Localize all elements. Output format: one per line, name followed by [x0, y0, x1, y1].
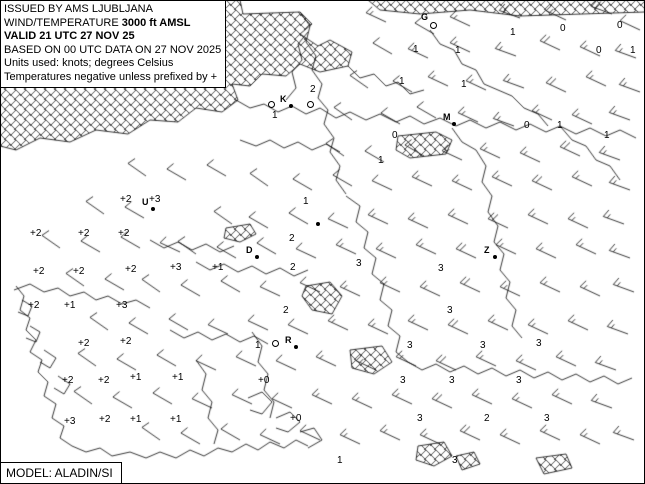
temperature-label: 3: [452, 455, 458, 466]
station-marker: [289, 104, 293, 108]
temperature-label: +2: [120, 194, 132, 205]
temperature-label: 2: [290, 262, 296, 273]
temperature-label: 3: [417, 413, 423, 424]
temperature-label: 1: [337, 455, 343, 466]
temperature-label: +1: [170, 414, 182, 425]
temperature-label: 3: [480, 340, 486, 351]
header-parameter-text: WIND/TEMPERATURE: [4, 16, 122, 29]
station-label: U: [142, 197, 149, 207]
temperature-label: 1: [378, 155, 384, 166]
temperature-label: 1: [303, 196, 309, 207]
temperature-label: 1: [255, 340, 261, 351]
temperature-label: 1: [630, 45, 636, 56]
model-label: MODEL: ALADIN/SI: [0, 462, 122, 484]
temperature-label: +3: [116, 300, 128, 311]
station-label: Z: [484, 245, 490, 255]
header-level: 3000 ft AMSL: [121, 16, 191, 29]
temperature-label: 0: [524, 120, 530, 131]
temperature-label: +2: [125, 264, 137, 275]
header-valid: [4, 30, 221, 44]
temperature-label: +2: [30, 228, 42, 239]
temperature-label: +2: [62, 375, 74, 386]
temperature-label: +3: [149, 194, 161, 205]
header-temp-note: Temperatures negative unless prefixed by +: [4, 70, 218, 83]
station-label: D: [246, 245, 253, 255]
station-marker: [452, 122, 456, 126]
station-marker: [294, 345, 298, 349]
station-marker: [316, 222, 320, 226]
header-based-on: BASED ON 00 UTC DATA ON 27 NOV 2025: [4, 43, 222, 56]
station-marker: [151, 207, 155, 211]
temperature-label: 3: [438, 263, 444, 274]
temperature-label: 3: [447, 305, 453, 316]
temperature-label: 3: [536, 338, 542, 349]
station-label: M: [443, 112, 451, 122]
temperature-label: 2: [283, 305, 289, 316]
temperature-label: +1: [64, 300, 76, 311]
temperature-label: +1: [172, 372, 184, 383]
temperature-label: 1: [510, 27, 516, 38]
temperature-label: 3: [400, 375, 406, 386]
temperature-label: +2: [33, 266, 45, 277]
temperature-label: 1: [272, 110, 278, 121]
temperature-label: 1: [399, 76, 405, 87]
temperature-label: +2: [118, 228, 130, 239]
station-label: R: [285, 335, 292, 345]
temperature-label: 2: [484, 413, 490, 424]
temperature-label: 3: [516, 375, 522, 386]
temperature-label: +2: [120, 336, 132, 347]
temperature-label: +3: [64, 416, 76, 427]
temperature-label: +2: [73, 266, 85, 277]
station-marker: [430, 22, 437, 29]
header-parameter: [4, 17, 221, 31]
temperature-label: 3: [449, 375, 455, 386]
station-marker: [268, 101, 275, 108]
temperature-label: 1: [604, 130, 610, 141]
temperature-label: +2: [98, 375, 110, 386]
temperature-label: +1: [130, 372, 142, 383]
temperature-label: +1: [212, 262, 224, 273]
temperature-label: +2: [28, 300, 40, 311]
temperature-label: +2: [78, 338, 90, 349]
station-marker: [307, 101, 314, 108]
temperature-label: +2: [99, 414, 111, 425]
temperature-label: 0: [560, 23, 566, 34]
chart-header: [0, 0, 226, 88]
temperature-label: +2: [78, 228, 90, 239]
header-units: Units used: knots; degrees Celsius: [4, 57, 174, 69]
temperature-label: 3: [407, 340, 413, 351]
temperature-label: +0: [290, 413, 302, 424]
station-marker: [493, 255, 497, 259]
temperature-label: 1: [557, 120, 563, 131]
station-label: K: [280, 94, 287, 104]
temperature-label: +3: [170, 262, 182, 273]
station-marker: [272, 340, 279, 347]
temperature-label: 3: [356, 258, 362, 269]
station-marker: [255, 255, 259, 259]
header-valid-text: VALID 21 UTC 27 NOV 25: [4, 30, 135, 42]
temperature-label: 1: [413, 44, 419, 55]
temperature-label: 0: [617, 20, 623, 31]
temperature-label: +0: [258, 375, 270, 386]
temperature-label: 2: [310, 84, 316, 95]
temperature-label: 0: [596, 45, 602, 56]
temperature-label: 1: [455, 45, 461, 56]
temperature-label: +1: [130, 414, 142, 425]
temperature-label: 2: [289, 233, 295, 244]
temperature-label: 1: [461, 79, 467, 90]
temperature-label: 3: [544, 413, 550, 424]
header-issued-by: ISSUED BY AMS LJUBLJANA: [4, 3, 153, 15]
temperature-label: 0: [392, 130, 398, 141]
station-label: G: [421, 12, 429, 22]
